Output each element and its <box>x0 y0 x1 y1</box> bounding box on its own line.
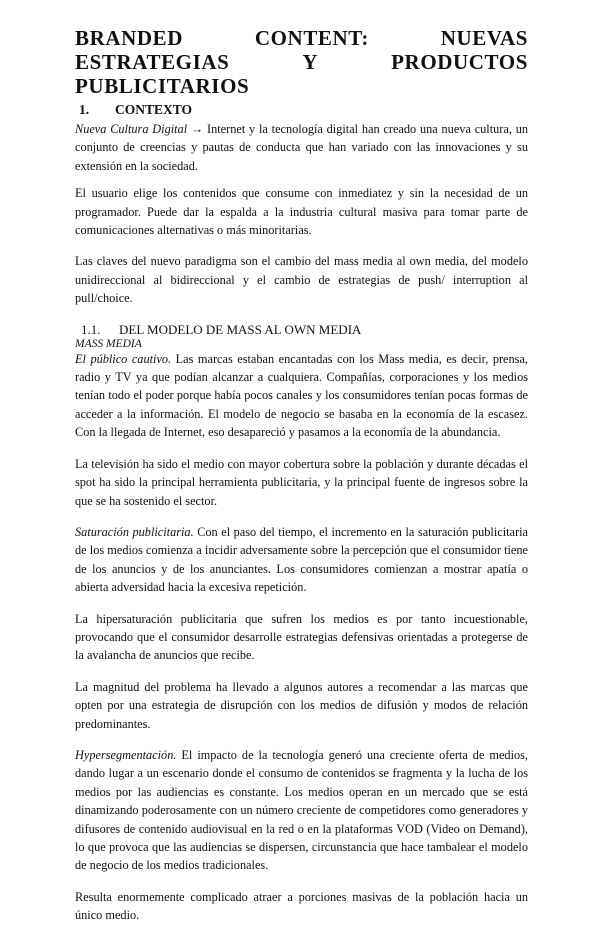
paragraph-lead: Nueva Cultura Digital <box>75 122 188 136</box>
subsection-heading-mass-own-media <box>75 322 528 338</box>
section-number: 1. <box>79 102 90 117</box>
paragraph: El usuario elige los contenidos que consume con inmediatez y sin la necesidad de un programador. Puede dar la espalda a la industria cultural masiva para tomar parte de comunicaciones alternativas o más minoritarias. <box>75 186 528 238</box>
document-title: BRANDED CONTENT: NUEVAS ESTRATEGIAS Y PRODUCTOS PUBLICITARIOS <box>75 26 528 98</box>
paragraph <box>75 120 528 175</box>
subsection-title: DEL MODELO DE MASS AL OWN MEDIA <box>119 321 362 337</box>
paragraph <box>75 746 528 875</box>
paragraph-lead: El público cautivo. <box>75 351 172 366</box>
paragraph: La televisión ha sido el medio con mayor cobertura sobre la población y durante décadas el spot ha sido la principal herramienta publicitaria, y la principal fuente de ingresos sobre la que se ha sostenido el sector. <box>75 456 528 508</box>
paragraph-lead: Hypersegmentación. <box>75 747 177 762</box>
paragraph: Las claves del nuevo paradigma son el cambio del mass media al own media, del modelo unidireccional al bidireccional y el cambio de estrategias de push/ interruption al pull/choice. <box>75 254 528 306</box>
paragraph <box>75 350 528 442</box>
section-heading-contexto <box>75 102 528 118</box>
paragraph-lead: Saturación publicitaria. <box>75 524 194 539</box>
paragraph <box>75 523 528 597</box>
paragraph: La hipersaturación publicitaria que sufren los medios es por tanto incuestionable, provocando que el consumidor desarrolle estrategias defensivas orientadas a protegerse de la avalancha de anuncios que recibe. <box>75 611 528 663</box>
subsection-number: 1.1. <box>81 321 101 337</box>
paragraph: La magnitud del problema ha llevado a algunos autores a recomendar a las marcas que opten por una estrategia de disrupción con los medios de difusión y modos de relación predominantes. <box>75 679 528 731</box>
paragraph-text: El impacto de la tecnología generó una creciente oferta de medios, dando lugar a un escenario donde el consumo de contenidos se fragmenta y la lucha de los medios por las audiencias es constante. Los medios operan en un mercado que se está dinamizando poderosamente con un número creciente de competidores como generadores y difusores de contenido audiovisual en la red o en la plataformas VOD (Video on Demand), lo que provoca que las audiencias se dispersen, circunstancia que hace tambalear el modelo de negocio de los medios tradicionales. <box>75 747 528 873</box>
paragraph: Resulta enormemente complicado atraer a porciones masivas de la población hacia un único medio. <box>75 889 528 923</box>
paragraph-text: Las marcas estaban encantadas con los Mass media, es decir, prensa, radio y TV ya que podían alcanzar a cualquiera. Compañías, corporaciones y los medios tenían todo el poder porque había pocos canales y los consumidores tenían pocas formas de acceder a la información. El modelo de negocio se basaba en la economía de la escasez. Con la llegada de Internet, eso desapareció y pasamos a la economía de la abundancia. <box>75 351 528 440</box>
section-title: CONTEXTO <box>115 102 193 117</box>
subheading-mass-media: MASS MEDIA <box>75 337 142 350</box>
paragraph-text: Con el paso del tiempo, el incremento en la saturación publicitaria de los medios comienza a incidir adversamente sobre la percepción que el consumidor tiene de los anuncios y de los anunciantes. Los consumidores comienzan a mostrar apatía o abierta adversidad hacia la excesiva repetición. <box>75 524 528 595</box>
paragraph-text: → Internet y la tecnología digital han creado una nueva cultura, un conjunto de creencias y pautas de conducta que han variado con las innovaciones y su extensión en la sociedad. <box>75 122 528 173</box>
